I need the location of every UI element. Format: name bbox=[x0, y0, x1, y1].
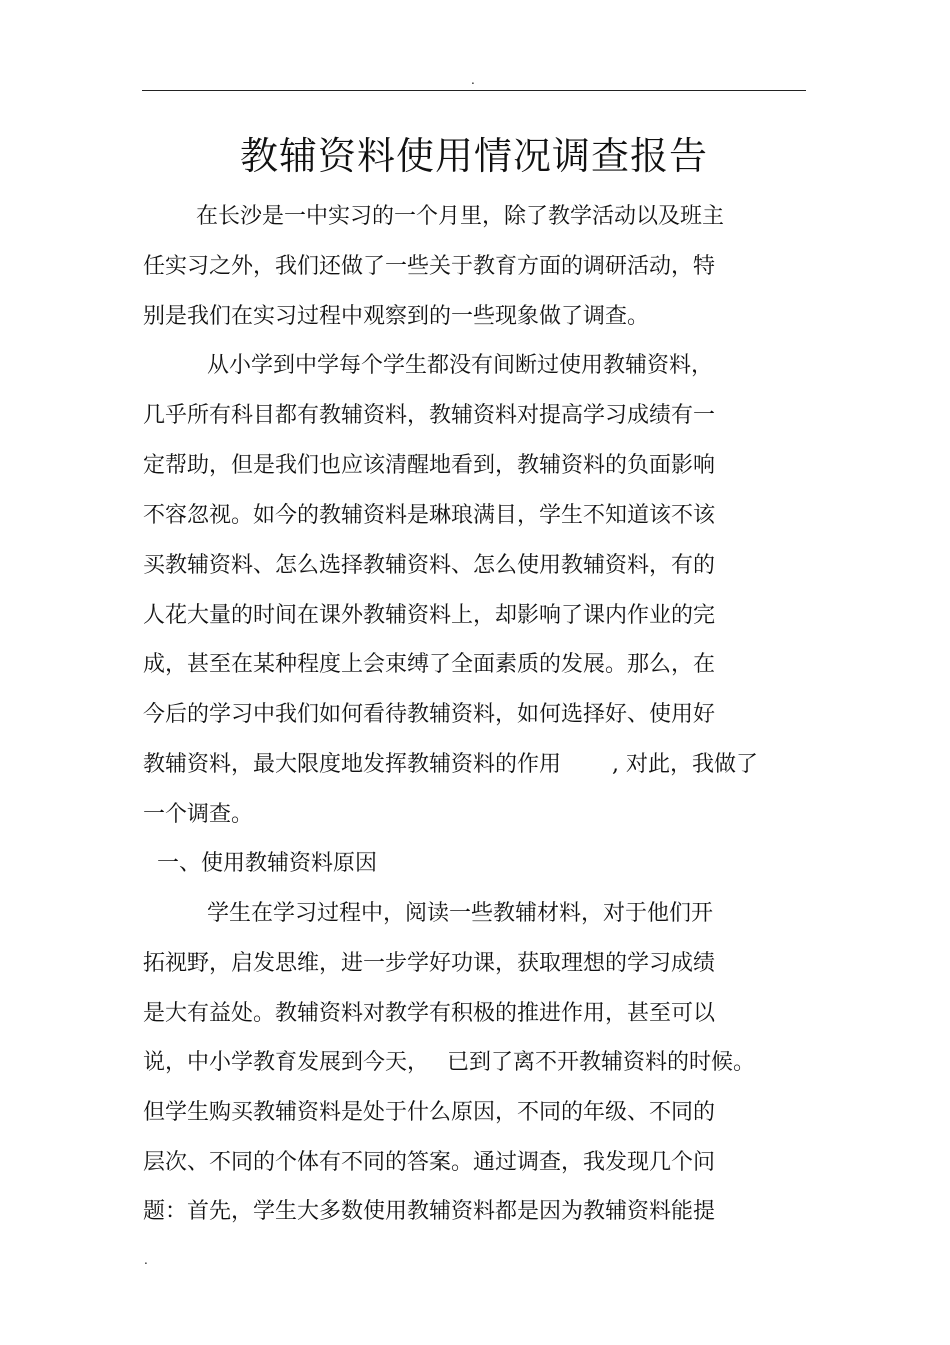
paragraph-2-line-7: 成，甚至在某种程度上会束缚了全面素质的发展。那么，在 bbox=[143, 652, 716, 677]
paragraph-2-line-4: 不容忽视。如今的教辅资料是琳琅满目，学生不知道该不该 bbox=[143, 503, 716, 528]
paragraph-2-line-1: 从小学到中学每个学生都没有间断过使用教辅资料， bbox=[207, 353, 714, 378]
header-rule bbox=[142, 90, 806, 91]
paragraph-3-line-6: 层次、不同的个体有不同的答案。通过调查，我发现几个问 bbox=[143, 1150, 716, 1175]
paragraph-3-line-7: 题：首先，学生大多数使用教辅资料都是因为教辅资料能提 bbox=[143, 1199, 716, 1224]
page-header-dot: . bbox=[471, 73, 475, 87]
paragraph-3-line-1: 学生在学习过程中，阅读一些教辅材料，对于他们开 bbox=[207, 901, 714, 926]
paragraph-1-line-1: 在长沙是一中实习的一个月里，除了教学活动以及班主 bbox=[196, 204, 725, 229]
section-heading: 一、使用教辅资料原因 bbox=[157, 851, 378, 876]
paragraph-2-line-2: 几乎所有科目都有教辅资料，教辅资料对提高学习成绩有一 bbox=[143, 403, 716, 428]
paragraph-3-line-4: 说，中小学教育发展到今天， 已到了离不开教辅资料的时候。 bbox=[143, 1050, 755, 1075]
paragraph-1-line-3: 别是我们在实习过程中观察到的一些现象做了调查。 bbox=[143, 304, 650, 329]
paragraph-2-line-3: 定帮助，但是我们也应该清醒地看到，教辅资料的负面影响 bbox=[143, 453, 716, 478]
paragraph-3-line-5: 但学生购买教辅资料是处于什么原因，不同的年级、不同的 bbox=[143, 1100, 716, 1125]
paragraph-1-line-2: 任实习之外，我们还做了一些关于教育方面的调研活动，特 bbox=[143, 254, 716, 279]
paragraph-2-line-8: 今后的学习中我们如何看待教辅资料，如何选择好、使用好 bbox=[143, 702, 716, 727]
paragraph-3-line-2: 拓视野，启发思维，进一步学好功课，获取理想的学习成绩 bbox=[143, 951, 716, 976]
paragraph-2-line-9: 教辅资料，最大限度地发挥教辅资料的作用 , 对此，我做了 bbox=[143, 752, 758, 777]
page-footer-dot: . bbox=[144, 1253, 148, 1267]
paragraph-3-line-3: 是大有益处。教辅资料对教学有积极的推进作用，甚至可以 bbox=[143, 1001, 716, 1026]
paragraph-2-line-10: 一个调查。 bbox=[143, 802, 254, 827]
document-title: 教辅资料使用情况调查报告 bbox=[239, 134, 708, 178]
paragraph-2-line-6: 人花大量的时间在课外教辅资料上，却影响了课内作业的完 bbox=[143, 603, 716, 628]
paragraph-2-line-5: 买教辅资料、怎么选择教辅资料、怎么使用教辅资料，有的 bbox=[143, 553, 716, 578]
